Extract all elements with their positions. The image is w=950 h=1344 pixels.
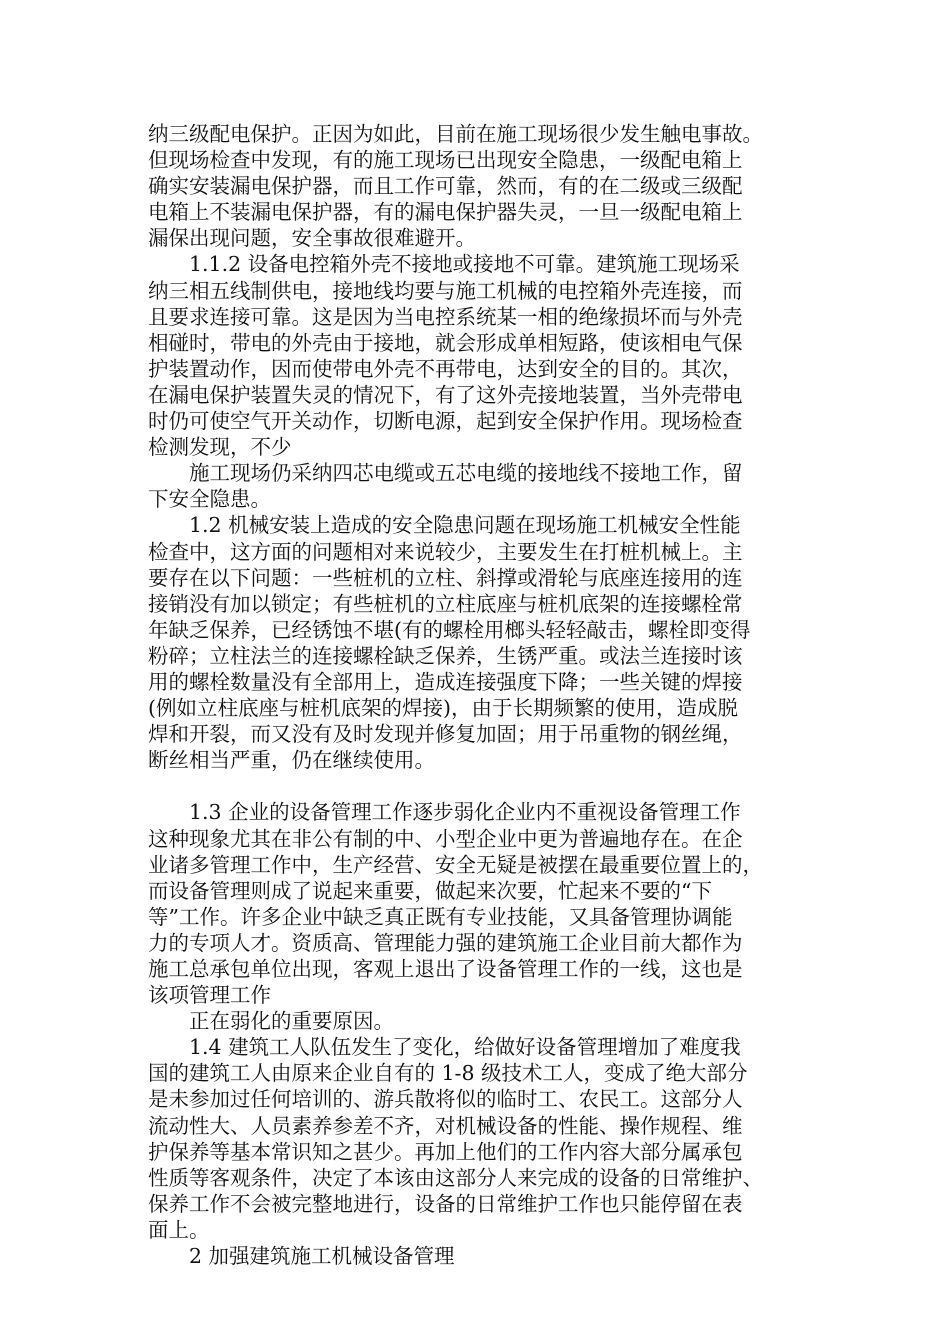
- section-heading-line: 1.1.2 设备电控箱外壳不接地或接地不可靠。建筑施工现场采: [189, 252, 740, 277]
- text-line: 是未参加过任何培训的、游兵散将似的临时工、农民工。这部分人: [148, 1087, 743, 1112]
- section-heading-line: 1.4 建筑工人队伍发生了变化，给做好设备管理增加了难度我: [189, 1035, 741, 1060]
- text-line: 业诸多管理工作中，生产经营、安全无疑是被摆在最重要位置上的，: [148, 852, 763, 877]
- text-line: 年缺乏保养，已经锈蚀不堪(有的螺栓用榔头轻轻敲击，螺栓即变得: [148, 617, 751, 642]
- text-line: 断丝相当严重，仍在继续使用。: [148, 748, 435, 773]
- section-heading-line: 1.2 机械安装上造成的安全隐患问题在现场施工机械安全性能: [189, 513, 741, 538]
- blank-line: [148, 773, 804, 799]
- text-line: 漏保出现问题，安全事故很难避开。: [148, 226, 476, 251]
- text-line: 保养工作不会被完整地进行，设备的日常维护工作也只能停留在表: [148, 1191, 743, 1216]
- text-line: 用的螺栓数量没有全部用上，造成连接强度下降；一些关键的焊接: [148, 669, 743, 694]
- text-line: 等”工作。许多企业中缺乏真正既有专业技能，又具备管理协调能: [148, 904, 733, 929]
- text-line: 确实安装漏电保护器，而且工作可靠，然而，有的在二级或三级配: [148, 174, 743, 199]
- text-line: 纳三级配电保护。正因为如此，目前在施工现场很少发生触电事故。: [148, 122, 763, 146]
- text-line: 性质等客观条件，决定了本该由这部分人来完成的设备的日常维护、: [148, 1165, 763, 1190]
- text-line: 面上。: [148, 1217, 210, 1242]
- text-line: (例如立柱底座与桩机底架的焊接)，由于长期频繁的使用，造成脱: [148, 696, 738, 721]
- text-line: 检测发现，不少: [148, 435, 292, 460]
- text-line: 流动性大、人员素养参差不齐，对机械设备的性能、操作规程、维: [148, 1113, 743, 1138]
- body-text: [148, 121, 804, 1269]
- text-line: 护保养等基本常识知之甚少。再加上他们的工作内容大部分属承包: [148, 1139, 743, 1164]
- text-line: 施工总承包单位出现，客观上退出了设备管理工作的一线，这也是: [148, 957, 743, 981]
- paragraph-start-line: 正在弱化的重要原因。: [189, 1009, 394, 1034]
- text-line: 粉碎；立柱法兰的连接螺栓缺乏保养，生锈严重。或法兰连接时该: [148, 643, 743, 668]
- text-line: 且要求连接可靠。这是因为当电控系统某一相的绝缘损坏而与外壳: [148, 304, 743, 329]
- text-line: 而设备管理则成了说起来重要，做起来次要，忙起来不要的“下: [148, 878, 712, 903]
- text-line: 这种现象尤其在非公有制的中、小型企业中更为普遍地存在。在企: [148, 826, 743, 851]
- text-line: 电箱上不装漏电保护器，有的漏电保护器失灵，一旦一级配电箱上: [148, 200, 743, 225]
- text-line: 检查中，这方面的问题相对来说较少，主要发生在打桩机械上。主: [148, 539, 743, 564]
- text-line: 国的建筑工人由原来企业自有的 1-8 级技术工人，变成了绝大部分: [148, 1061, 748, 1086]
- text-line: 力的专项人才。资质高、管理能力强的建筑施工企业目前大都作为: [148, 930, 743, 955]
- text-line: 该项管理工作: [148, 983, 271, 1008]
- paragraph-start-line: 施工现场仍采纳四芯电缆或五芯电缆的接地线不接地工作，留: [189, 461, 743, 486]
- text-line: 要存在以下问题：一些桩机的立柱、斜撑或滑轮与底座连接用的连: [148, 565, 743, 590]
- text-line: 下安全隐患。: [148, 487, 271, 512]
- text-line: 相碰时，带电的外壳由于接地，就会形成单相短路，使该相电气保: [148, 330, 743, 355]
- text-line: 接销没有加以锁定；有些桩机的立柱底座与桩机底架的连接螺栓常: [148, 591, 743, 616]
- section-heading-line: 2 加强建筑施工机械设备管理: [189, 1244, 455, 1269]
- section-heading-line: 1.3 企业的设备管理工作逐步弱化企业内不重视设备管理工作: [189, 800, 741, 825]
- text-line: 纳三相五线制供电，接地线均要与施工机械的电控箱外壳连接，而: [148, 278, 743, 303]
- text-line: 在漏电保护装置失灵的情况下，有了这外壳接地装置，当外壳带电: [148, 382, 743, 407]
- text-line: 但现场检查中发现，有的施工现场已出现安全隐患，一级配电箱上: [148, 148, 743, 173]
- text-line: 焊和开裂，而又没有及时发现并修复加固；用于吊重物的钢丝绳，: [148, 722, 743, 747]
- text-line: 护装置动作，因而使带电外壳不再带电，达到安全的目的。其次，: [148, 356, 743, 381]
- text-line: 时仍可使空气开关动作，切断电源，起到安全保护作用。现场检查: [148, 409, 743, 434]
